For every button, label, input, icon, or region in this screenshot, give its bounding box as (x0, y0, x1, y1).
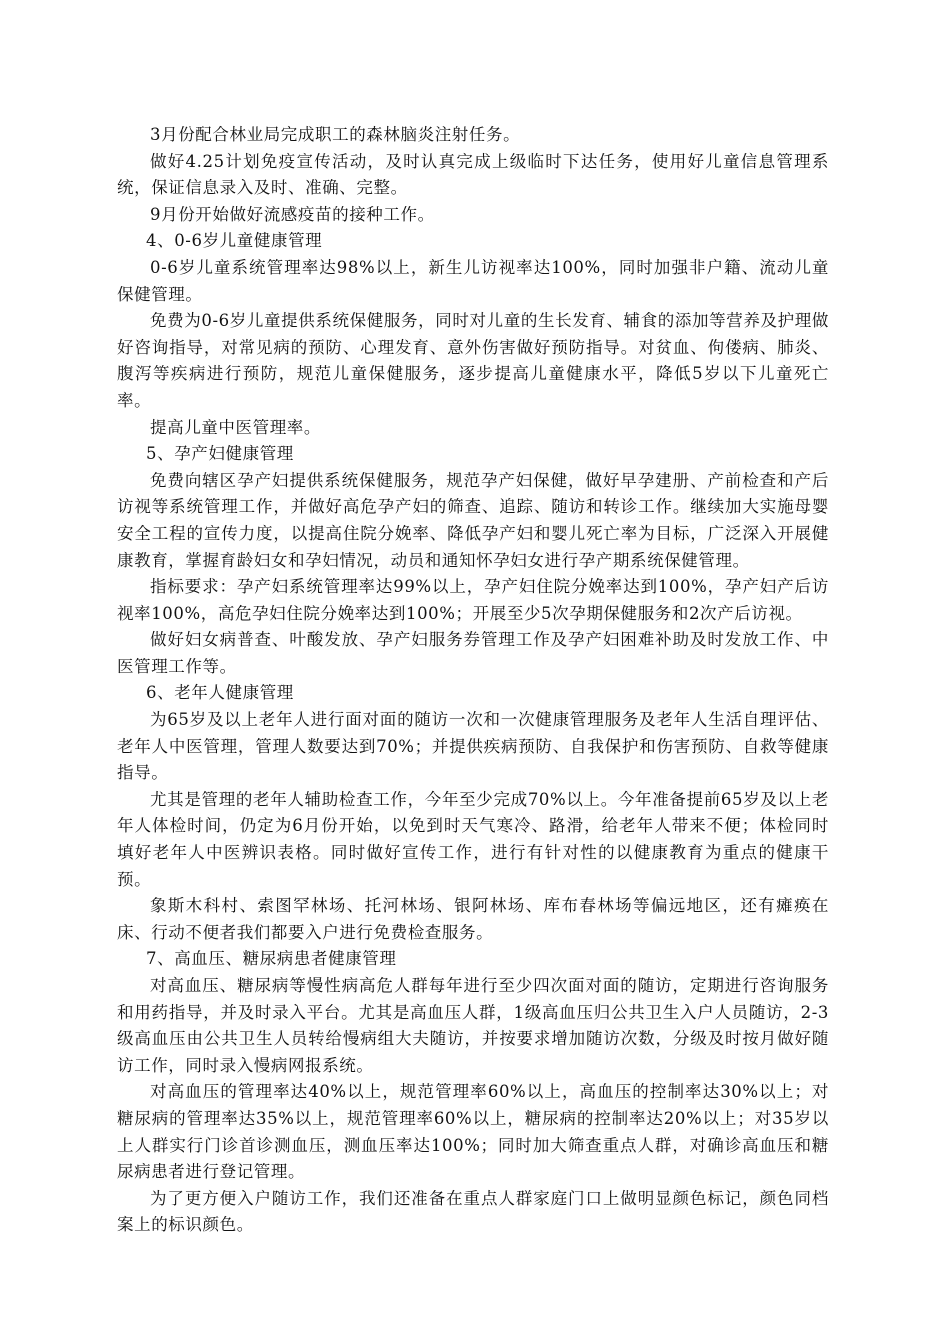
paragraph: 免费向辖区孕产妇提供系统保健服务，规范孕产妇保健，做好早孕建册、产前检查和产后访视等系统管理工作，并做好高危孕产妇的筛查、追踪、随访和转诊工作。继续加大实施母婴安全工程的宣传力度，以提高住院分娩率、降低孕产妇和婴儿死亡率为目标，广泛深入开展健康教育，掌握育龄妇女和孕妇情况，动员和通知怀孕妇女进行孕产期系统保健管理。 (117, 470, 829, 570)
paragraph: 为了更方便入户随访工作，我们还准备在重点人群家庭门口上做明显颜色标记，颜色同档案上的标识颜色。 (117, 1188, 829, 1235)
paragraph: 为65岁及以上老年人进行面对面的随访一次和一次健康管理服务及老年人生活自理评估、老年人中医管理，管理人数要达到70%；并提供疾病预防、自我保护和伤害预防、自救等健康指导。 (117, 710, 829, 783)
paragraph: 免费为0-6岁儿童提供系统保健服务，同时对儿童的生长发育、辅食的添加等营养及护理做好咨询指导，对常见病的预防、心理发育、意外伤害做好预防指导。对贫血、佝偻病、肺炎、腹泻等疾病进行预防，规范儿童保健服务，逐步提高儿童健康水平，降低5岁以下儿童死亡率。 (117, 311, 829, 410)
paragraph: 指标要求：孕产妇系统管理率达99%以上，孕产妇住院分娩率达到100%，孕产妇产后访视率100%，高危孕妇住院分娩率达到100%；开展至少5次孕期保健服务和2次产后访视。 (117, 577, 829, 623)
paragraph: 对高血压、糖尿病等慢性病高危人群每年进行至少四次面对面的随访，定期进行咨询服务和用药指导，并及时录入平台。尤其是高血压人群，1级高血压归公共卫生入户人员随访，2-3级高血压由公共卫生人员转给慢病组大夫随访，并按要求增加随访次数，分级及时按月做好随访工作，同时录入慢病网报系统。 (117, 976, 829, 1075)
paragraph: 尤其是管理的老年人辅助检查工作，今年至少完成70%以上。今年准备提前65岁及以上老年人体检时间，仍定为6月份开始，以免到时天气寒冷、路滑，给老年人带来不便；体检同时填好老年人中医辨识表格。同时做好宣传工作，进行有针对性的以健康教育为重点的健康干预。 (117, 789, 829, 889)
paragraph: 对高血压的管理率达40%以上，规范管理率60%以上，高血压的控制率达30%以上；对糖尿病的管理率达35%以上，规范管理率60%以上，糖尿病的控制率达20%以上；对35岁以上人群实行门诊首诊测血压，测血压率达100%；同时加大筛查重点人群，对确诊高血压和糖尿病患者进行登记管理。 (117, 1082, 829, 1182)
paragraph: 做好妇女病普查、叶酸发放、孕产妇服务券管理工作及孕产妇困难补助及时发放工作、中医管理工作等。 (117, 630, 829, 676)
section-heading: 5、孕产妇健康管理 (146, 444, 294, 464)
paragraph: 9月份开始做好流感疫苗的接种工作。 (150, 204, 435, 224)
paragraph: 做好4.25计划免疫宣传活动，及时认真完成上级临时下达任务，使用好儿童信息管理系统，保证信息录入及时、准确、完整。 (117, 151, 829, 198)
document-body (117, 122, 829, 1239)
section-heading: 4、0-6岁儿童健康管理 (146, 231, 323, 251)
paragraph: 3月份配合林业局完成职工的森林脑炎注射任务。 (150, 125, 521, 144)
section-heading: 7、高血压、糖尿病患者健康管理 (146, 949, 397, 969)
paragraph: 0-6岁儿童系统管理率达98%以上，新生儿访视率达100%，同时加强非户籍、流动儿童保健管理。 (117, 257, 829, 304)
section-heading: 6、老年人健康管理 (146, 683, 294, 703)
paragraph: 象斯木科村、索图罕林场、托河林场、银阿林场、库布春林场等偏远地区，还有瘫痪在床、行动不便者我们都要入户进行免费检查服务。 (117, 896, 829, 942)
paragraph: 提高儿童中医管理率。 (150, 417, 321, 437)
